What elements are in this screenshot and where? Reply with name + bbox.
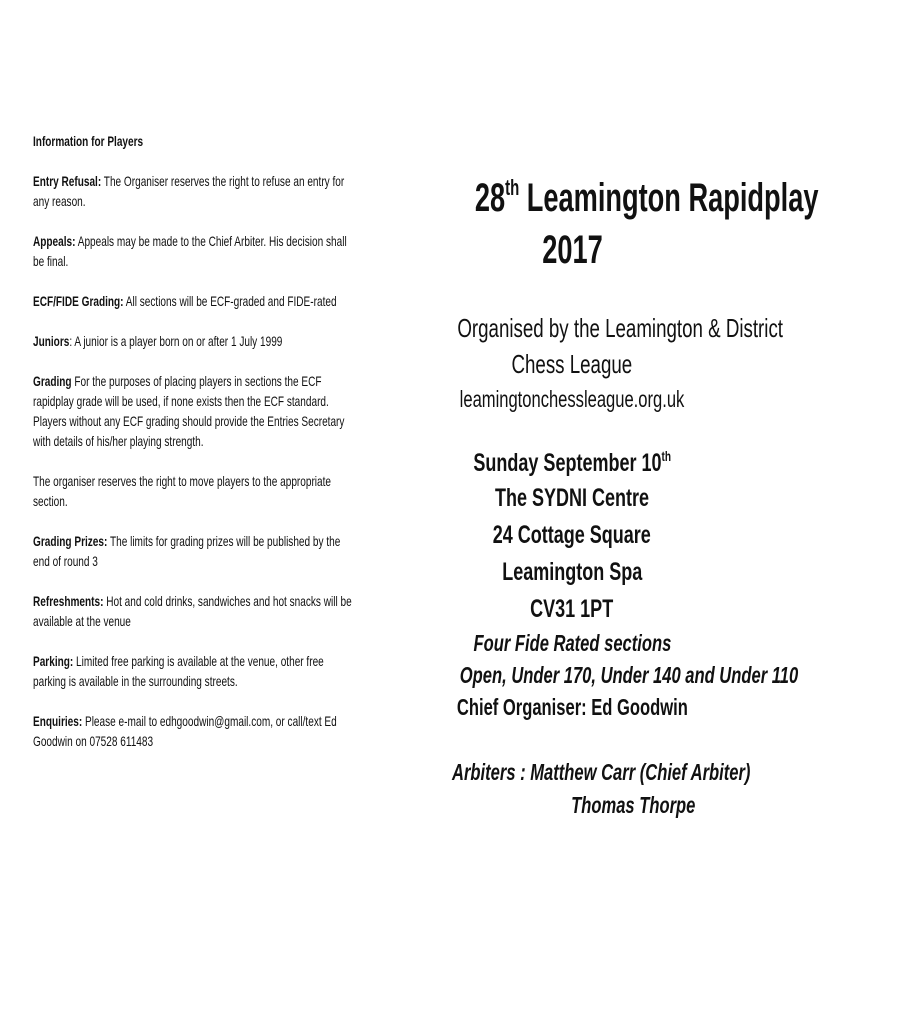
arbiters-line-2: [498, 792, 768, 819]
title-text: Leamington Rapidplay: [519, 176, 819, 220]
venue-name-text: The SYDNI Centre: [494, 484, 650, 512]
grading-text: For the purposes of placing players in sections the ECF: [71, 374, 322, 389]
refreshments-text: Hot and cold drinks, sandwiches and hot snacks will be: [103, 594, 352, 609]
sections-list-text: Open, Under 170, Under 140 and Under 110: [459, 662, 799, 688]
parking-paragraph: [33, 652, 426, 692]
chief-organiser-text: Chief Organiser: Ed Goodwin: [456, 694, 688, 720]
grading-text-line-4: with details of his/her playing strength.: [33, 434, 204, 449]
sections-list: [394, 662, 799, 689]
sections-heading-text: Four Fide Rated sections: [473, 630, 671, 656]
appeals-text: Appeals may be made to the Chief Arbiter. His decision shall: [75, 234, 347, 249]
refreshments-text-cont: available at the venue: [33, 614, 131, 629]
arbiters-text: Arbiters : Matthew Carr (Chief Arbiter): [452, 759, 751, 785]
grading-prizes-paragraph: [33, 532, 448, 572]
entry-refusal-paragraph: [33, 172, 454, 212]
move-players-paragraph: [33, 472, 436, 512]
enquiries-text: Please e-mail to edhgoodwin@gmail.com, or call/text Ed: [82, 714, 337, 729]
parking-text-cont: parking is available in the surrounding streets.: [33, 674, 238, 689]
venue-town-text: Leamington Spa: [501, 558, 643, 586]
venue-street: [394, 521, 750, 550]
grading-prizes-text-cont: end of round 3: [33, 554, 98, 569]
event-year: [394, 228, 750, 273]
enquiries-paragraph: [33, 712, 443, 752]
entry-refusal-text-cont: any reason.: [33, 194, 86, 209]
move-players-text: The organiser reserves the right to move players to the appropriate: [33, 474, 332, 489]
grading-paragraph: [33, 372, 454, 452]
organiser-text-cont: Chess League: [511, 349, 633, 379]
appeals-text-cont: be final.: [33, 254, 69, 269]
entry-refusal-text: The Organiser reserves the right to refuse an entry for: [101, 174, 345, 189]
chief-organiser: [394, 694, 750, 721]
title-ordinal: th: [505, 175, 520, 200]
event-title: [394, 175, 819, 221]
ecf-grading-text: All sections will be ECF-graded and FIDE-rated: [123, 294, 337, 309]
organiser-line-1: [394, 313, 784, 344]
juniors-paragraph: [33, 332, 370, 352]
parking-text: Limited free parking is available at the venue, other free: [73, 654, 324, 669]
juniors-label: Juniors: [33, 334, 70, 349]
entry-refusal-label: Entry Refusal:: [33, 174, 102, 189]
refreshments-label: Refreshments:: [33, 594, 104, 609]
parking-label: Parking:: [33, 654, 74, 669]
juniors-text: : A junior is a player born on or after 1 July 1999: [69, 334, 283, 349]
arbiters-text-cont: Thomas Thorpe: [570, 792, 696, 818]
event-date-text: Sunday September 10: [473, 449, 662, 477]
grading-prizes-label: Grading Prizes:: [33, 534, 108, 549]
appeals-label: Appeals:: [33, 234, 76, 249]
ecf-grading-label: ECF/FIDE Grading:: [33, 294, 124, 309]
event-year-text: 2017: [541, 228, 603, 272]
grading-prizes-text: The limits for grading prizes will be published by the: [107, 534, 341, 549]
sections-heading: [394, 630, 750, 657]
organiser-line-2: [394, 349, 750, 380]
title-number: 28: [474, 176, 506, 220]
venue-postcode: [394, 595, 750, 624]
arbiters-line-1: [394, 759, 750, 786]
venue-name: [394, 484, 750, 513]
venue-postcode-text: CV31 1PT: [530, 595, 614, 623]
venue-town: [394, 558, 750, 587]
grading-text-line-3: Players without any ECF grading should provide the Entries Secretary: [33, 414, 345, 429]
info-heading-text: Information for Players: [33, 134, 144, 149]
grading-text-line-2: rapidplay grade will be used, if none exists then the ECF standard.: [33, 394, 329, 409]
move-players-text-cont: section.: [33, 494, 68, 509]
event-date: [394, 448, 750, 478]
venue-street-text: 24 Cottage Square: [492, 521, 652, 549]
enquiries-label: Enquiries:: [33, 714, 83, 729]
grading-label: Grading: [33, 374, 72, 389]
website-line: [394, 386, 750, 413]
organiser-text: Organised by the Leamington & District: [457, 313, 784, 343]
ecf-grading-paragraph: [33, 292, 443, 312]
event-date-ordinal: th: [661, 448, 671, 464]
info-heading: [33, 132, 182, 152]
enquiries-text-cont: Goodwin on 07528 611483: [33, 734, 154, 749]
website-text: leamingtonchessleague.org.uk: [459, 386, 685, 412]
